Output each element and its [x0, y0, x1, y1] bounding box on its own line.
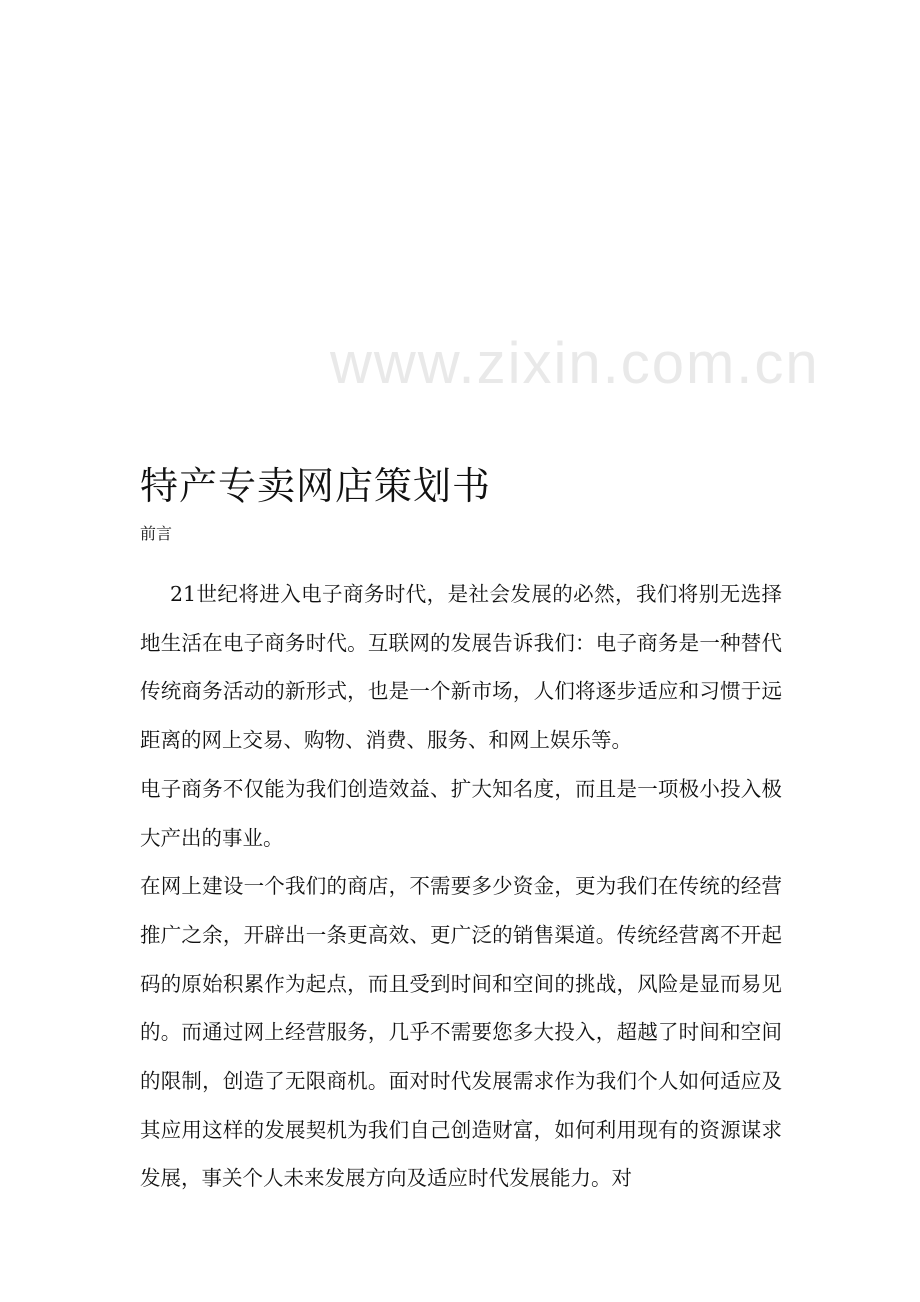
paragraph-benefit: 电子商务不仅能为我们创造效益、扩大知名度，而且是一项极小投入极大产出的事业。: [140, 776, 782, 850]
watermark: www.zixin.com.cn: [330, 331, 820, 396]
document-body: [140, 570, 782, 1203]
paragraph-intro: 21世纪将进入电子商务时代，是社会发展的必然，我们将别无选择地生活在电子商务时代。互联网的发展告诉我们：电子商务是一种替代传统商务活动的新形式，也是一个新市场，人们将逐步适应和习惯于远距离的网上交易、购物、消费、服务、和网上娱乐等。: [140, 582, 782, 753]
section-heading: 前言: [140, 524, 173, 543]
paragraph-online-store: 在网上建设一个我们的商店，不需要多少资金，更为我们在传统的经营推广之余，开辟出一条更高效、更广泛的销售渠道。传统经营离不开起码的原始积累作为起点，而且受到时间和空间的挑战，风险是显而易见的。而通过网上经营服务，几乎不需要您多大投入，超越了时间和空间的限制，创造了无限商机。面对时代发展需求作为我们个人如何适应及其应用这样的发展契机为我们自己创造财富，如何利用现有的资源谋求发展，事关个人未来发展方向及适应时代发展能力。对: [140, 874, 782, 1191]
document-title: 特产专卖网店策划书: [140, 464, 492, 508]
